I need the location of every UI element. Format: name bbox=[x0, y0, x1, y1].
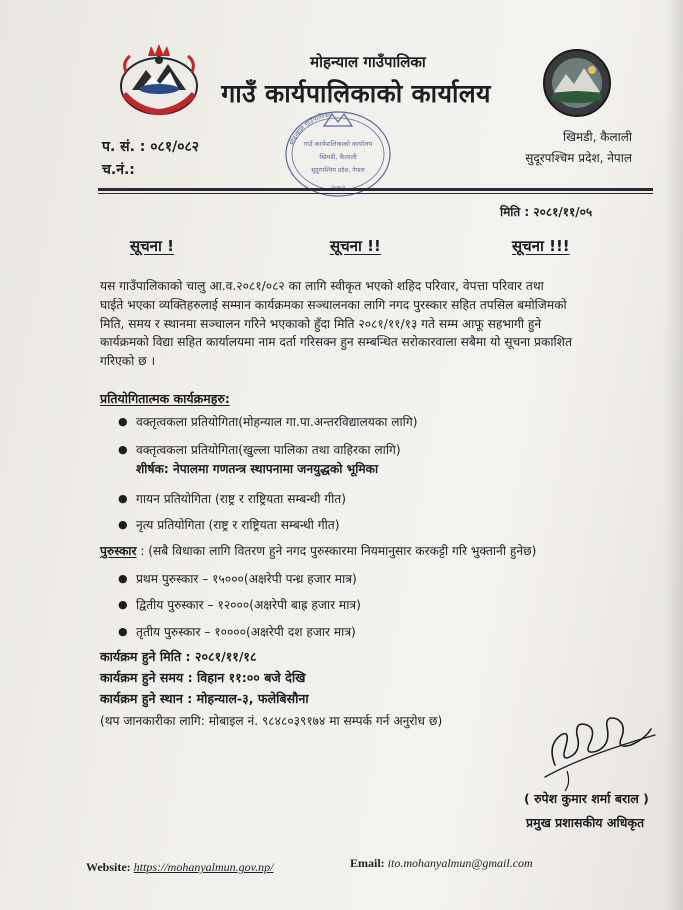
program-item-subtitle: शीर्षक: नेपालमा गणतन्त्र स्थापनामा जनयुद्धको भूमिका bbox=[136, 462, 379, 476]
prize-item bbox=[118, 570, 357, 588]
reference-number: प. सं. : ०८१/०८२ bbox=[102, 139, 200, 155]
program-item-text: गायन प्रतियोगिता (राष्ट्र र राष्ट्रियता सम्बन्धी गीत) bbox=[136, 492, 346, 506]
dispatch-number: च.नं.: bbox=[102, 162, 135, 178]
notice-heading-1: सूचना ! bbox=[130, 237, 174, 255]
program-item-text: वक्तृत्वकला प्रतियोगिता(खुल्ला पालिका तथा वाहिरका लागि) bbox=[136, 443, 401, 457]
email-link[interactable]: ito.mohanyalmun@gmail.com bbox=[387, 856, 533, 870]
notice-body-line: यस गाउँपालिकाको चालु आ.व.२०८१/०८२ का लागि स्वीकृत भएको शहिद परिवार, वेपत्ता परिवार तथा bbox=[100, 279, 544, 293]
municipality-logo-icon bbox=[542, 48, 612, 118]
notice-body-line: कार्यक्रमको विद्या सहित कार्यालयमा नाम दर्ता गरिसक्न हुन सम्बन्धित सरोकारवाला सबैमा यो सूचना प्रकाशित bbox=[100, 335, 572, 350]
notice-heading-3: सूचना !!! bbox=[512, 237, 570, 255]
programs-heading: प्रतियोगितात्मक कार्यक्रमहरु: bbox=[100, 391, 230, 406]
prize-item-text: तृतीय पुरुस्कार – १००००(अक्षरेपी दश हजार मात्र) bbox=[136, 625, 356, 639]
notice-heading-2: सूचना !! bbox=[330, 237, 381, 255]
bullet-icon: ● bbox=[118, 415, 128, 428]
stamp-line-2: गाउँ कार्यपालिकाको कार्यालय bbox=[303, 140, 373, 148]
website-label: Website: bbox=[86, 860, 131, 874]
office-title: गाउँ कार्यपालिकाको कार्यालय bbox=[221, 79, 491, 108]
header-rule bbox=[98, 188, 653, 191]
website-link[interactable]: https://mohanyalmun.gov.np/ bbox=[133, 860, 274, 874]
footer-website bbox=[86, 860, 273, 875]
prize-item bbox=[118, 623, 356, 641]
event-date: कार्यक्रम हुने मिति : २०८१/११/१८ bbox=[100, 649, 257, 664]
office-name: मोहन्याल गाउँपालिका bbox=[310, 53, 426, 71]
program-item-text: वक्तृत्वकला प्रतियोगिता(मोहन्याल गा.पा.अन्तरविद्यालयका लागि) bbox=[136, 415, 418, 429]
prize-item bbox=[118, 596, 361, 614]
program-item bbox=[118, 516, 340, 534]
prizes-heading bbox=[100, 542, 536, 559]
program-item bbox=[118, 413, 417, 431]
signatory-name: ( रुपेश कुमार शर्मा बराल ) bbox=[524, 791, 649, 806]
header-rule-thin bbox=[98, 193, 653, 194]
prize-item-text: द्वितीय पुरुस्कार – १२०००(अक्षरेपी बाह्र हजार मात्र) bbox=[136, 598, 361, 612]
stamp-line-4: सुदूरपश्चिम प्रदेश, नेपाल bbox=[311, 167, 365, 174]
stamp-line-3: खिमडी, कैलाली bbox=[319, 153, 357, 161]
notice-body-line: मिति, समय र स्थानमा सञ्चालन गरिने भएकाको हुँदा मिति २०८१/११/१३ गते सम्म आफू सहभागी हुने bbox=[100, 316, 542, 331]
event-time: कार्यक्रम हुने समय : विहान ११:०० बजे देखि bbox=[100, 670, 306, 685]
notice-body bbox=[100, 277, 652, 371]
notice-body-line: घाईते भएका व्यक्तिहरुलाई सम्मान कार्यक्रमका सञ्चालनका लागि नगद पुरस्कार सहित तपसिल बमोजिमको bbox=[100, 297, 567, 312]
signatory-title: प्रमुख प्रशासकीय अधिकृत bbox=[526, 815, 645, 830]
bullet-icon: ● bbox=[118, 443, 128, 456]
signature-mark bbox=[525, 705, 665, 795]
bullet-icon: ● bbox=[118, 598, 128, 611]
email-label: Email: bbox=[350, 856, 385, 870]
bullet-icon: ● bbox=[118, 518, 128, 531]
bullet-icon: ● bbox=[118, 572, 128, 585]
address-line-1: खिमडी, कैलाली bbox=[563, 130, 632, 144]
stamp-arc-text: मोहन्याल गाउँपालिका bbox=[287, 110, 332, 147]
program-item bbox=[118, 441, 401, 479]
notice-body-line: गरिएको छ । bbox=[100, 354, 156, 369]
page-edge-shadow bbox=[665, 0, 683, 910]
program-item bbox=[118, 490, 346, 508]
event-venue: कार्यक्रम हुने स्थान : मोहन्याल-३, फलेबिसौना bbox=[100, 691, 309, 706]
bullet-icon: ● bbox=[118, 625, 128, 638]
bullet-icon: ● bbox=[118, 492, 128, 505]
nepal-emblem-icon bbox=[118, 42, 200, 116]
program-item-text: नृत्य प्रतियोगिता (राष्ट्र र राष्ट्रियता सम्बन्धी गीत) bbox=[136, 518, 340, 532]
prizes-note: : (सबै विधाका लागि वितरण हुने नगद पुरुस्कारमा नियमानुसार करकट्टी गरि भुक्तानी हुनेछ) bbox=[136, 544, 537, 558]
address-line-2: सुदूरपश्चिम प्रदेश, नेपाल bbox=[525, 151, 632, 165]
office-stamp bbox=[278, 104, 398, 200]
footer-email bbox=[350, 856, 533, 871]
prize-item-text: प्रथम पुरुस्कार – १५०००(अक्षरेपी पन्ध्र हजार मात्र) bbox=[136, 572, 357, 586]
letter-date: मिति : २०८१/११/०५ bbox=[500, 205, 593, 219]
contact-note: (थप जानकारीका लागि: मोबाइल नं. ९८४८०३९१७४ मा सम्पर्क गर्न अनुरोध छ) bbox=[100, 714, 443, 728]
prizes-label: पुरुस्कार bbox=[100, 544, 137, 558]
